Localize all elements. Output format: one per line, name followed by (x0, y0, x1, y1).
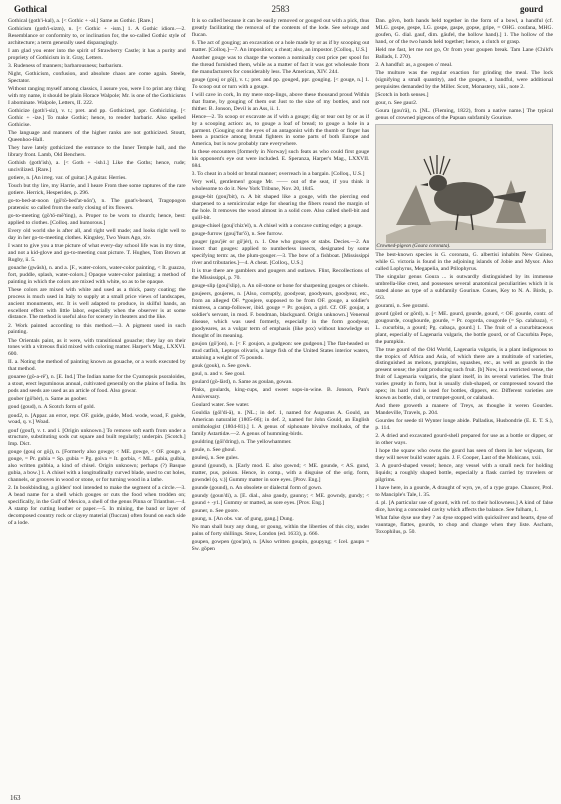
pigeon-drawing (376, 125, 552, 243)
entry-paragraph: gouf (gouf), v. t. and i. [Origin unknown.] To remove soft earth from under a structure, substituting sods cut square and built regularly; underpin. [Scotch.] Imp. Dict. (8, 427, 186, 448)
entry-paragraph: 2. In bookbinding, a gilders' tool intended to make the segment of a circle.—3. A bead name for a shell which gouges or cuts the food when trodden on; specifically, in the Gulf of Mexico, a shell of the genus Pinna or Trianthus.—4. A stamp for cutting leather or paper.—5. In mining, the band or layer of decomposed country rock or clayey material (fluccan) often found on each side of a lode. (8, 485, 186, 526)
entry-paragraph: Goura (gou'rä), n. [NL. (Fleming, 1822), from a native name.] The typical genus of crowned pigeons of the Papuan subfamily Gourinæ. (375, 108, 554, 121)
entry-paragraph: gourd (görd or gōrd), n. [< ME. gourd, gourde, gourd, < OF. gourde, contr. of gougourde, coughourde, gourde, = Pr. cogorda, cougorde (= Sp. calabaza), < L. cucurbita, a gourd; Pg. cabaça, gourd.] 1. The fruit of a cucurbitaceous plant, especially of Lagenaria vulgaris, the bottle gourd, or of Cucurbita Pepo, the pumpkin. (375, 310, 554, 345)
entry-paragraph: I hope the squaw who owns the gourd has seen of them in her wigwam, for they will never build water again. J. F. Cooper, Last of the Mohicans, xxii. (375, 448, 554, 461)
entry-paragraph: Another gouge was to charge the women a nominally cost price per spool for the thread furnished them, while as a matter of fact it was got wholesale from the manufacturers for considerably less. The American, XIV. 244. (191, 54, 370, 75)
entry-paragraph: These colors are mixed with white and used as a thick, pasty coating; the process is much used in Italy to supply at a small price views of landscapes, ancient monuments, etc. It is well adapted to produce, in skilful hands, an excellent effect with little labor, especially when the observer is at some distance. The method is useful also for scenery in theaters and the like. (8, 286, 186, 321)
entry-paragraph: gound (gound), n. [Early mod. E. also gownd; < ME. gounde, < AS. gund, matter, pus, poison. Hence, in comp., with a disguise of the orig. form, gowndel (q. v.)] Gummy matter in sore eyes. [Prov. Eng.] (191, 463, 370, 484)
entry-paragraph: The multure was the regular exaction for grinding the meal. The lock (signifying a small quantity), and the goupen, a handful, were additional perquisites demanded by the Miller. Scott, Monastery, xiii., note 2. (375, 69, 554, 90)
entry-paragraph: No man shall bury any dung, or goung, within the liberties of this city, under pains of forty shillings. Stow, London (ed. 1633), p. 666. (191, 524, 370, 538)
figure-caption: Crowned-pigeon (Goura coronata). (376, 242, 451, 249)
entry-paragraph: Gourdes for seede til Wynter longe abide. Palladius, Husbondrie (E. E. T. S.), p. 114. (375, 418, 554, 431)
entry-paragraph: gouner, n. See goore. (191, 508, 239, 515)
entry-paragraph: 2. A handful: as, a goupen o' meal. (375, 61, 453, 68)
entry-paragraph: [Scotch in both senses.] (375, 91, 429, 98)
entry-paragraph: It is so called because it can be easily removed or gouged out with a pick, thus greatly facilitating the removal of the contents of the lode. See selvage and flucan. (191, 18, 370, 38)
header-left-guideword: Gothical (14, 4, 47, 14)
column-2 (192, 18, 370, 798)
header-page-number: 2583 (271, 4, 290, 14)
entry-paragraph: I will cave in cork, In my mere stop-lings, above these thousand proud Within that frame, by gouging of them out Just to the size of my bottles, and not thither. B. Jonson, Devil is an Ass, ii. 1. (191, 91, 370, 112)
entry-paragraph: It is true there are gamblers and gougers and outlaws. Flint, Recollections of the Mississippi, p. 70. (191, 268, 370, 282)
entry-paragraph: Gothish (goth'ish), a. [< Goth + -ish1.] Like the Goths; hence, rude; uncivilized. [Rare.] (8, 159, 186, 173)
entry-paragraph: gounde (gound), n. An obsolete or dialectal form of gown. (191, 485, 323, 492)
entry-paragraph: Night, Gothicism, confusion, and absolute chaos are come again. Steele, Spectator. (8, 71, 186, 84)
entry-paragraph: The language and manners of the higher ranks are not gothicized. Stoutt, Queenhoo-Hall. (8, 129, 186, 143)
entry-paragraph: Hence—2. To scoop or excavate as if with a gouge; dig or tear out by or as if by a scooping action: as, to gouge a loaf of bread; to gouge a hole in a garment. (Gouging out the eyes of an antagonist with the thumb or finger has been a practice among brutal fighters in some parts of both Europe and America, but is now probably rare everywhere. (191, 113, 370, 148)
entry-paragraph: 3. To cheat in a bold or brutal manner; overreach in a bargain. [Colloq., U.S.] (191, 171, 365, 178)
entry-paragraph: gour, n. See gaur2. (375, 99, 418, 106)
entry-paragraph: goupen, gowpen (gou'pn), n. [Also written goupin, goupyng; < Icel. gaupn = Sw. göpen (191, 539, 370, 553)
entry-paragraph: And there groweth a manere of Treys, as thoughe it weren Gourdes. Mandeville, Travels, p. 204. (375, 403, 554, 416)
entry-paragraph: The singular genus Goura ... is outwardly distinguished by its immense umbrella-like crest, and possesses several anatomical peculiarities which it is stated alone as type of a subfamily Gourinæ. Coues, Key to N. A. Birds, p. 563. (375, 274, 554, 301)
entry-paragraph: In these encounters [formerly in Norway] such feats as who could first gouge his opponent's eye out were included. E. Speranza, Harper's Mag., LXXVII. 684. (191, 149, 370, 170)
entry-paragraph: Pinks, goulards, king-cups, and sweet sops-in-wine. B. Jonson, Pan's Anniversary. (191, 387, 370, 400)
entry-paragraph: go-to-meeting (gö'tö-mē'ting), a. Proper to be worn to church; hence, best: applied to clothes. [Colloq. and humorous.] (8, 213, 186, 226)
entry-paragraph: goulesj, n. See gules. (191, 455, 239, 462)
signature-number: 163 (10, 794, 21, 802)
header-right-guideword: gourd (519, 4, 543, 14)
crowned-pigeon-illustration (375, 124, 553, 250)
entry-paragraph: gouger (gou'jėr or gö'jėr), n. 1. One who gouges or stabs. Decies.—2. An insect that gouges: applied to numberless insects, designated by some specifying term: as, the plum-gouger.—3. The bow of a fishboat. [Mississippi river and tributaries.]—4. A cheat. [Colloq., U.S.] (191, 239, 370, 267)
entry-paragraph: goud (goud), n. A Scotch form of gold. (8, 404, 96, 411)
entry-paragraph: 6. The act of gouging; an excavation or a hole made by or as if by scooping out matter. [Colloq.]—7. An imposition; a cheat; also, an impostor. [Colloq., U.S.] (191, 39, 370, 53)
entry-paragraph: gouge-slip (gouj'slip), n. An oil-stone or hone for sharpening gouges or chisels. (191, 283, 369, 290)
entry-paragraph: Very well, gentlemen! gouge Mr. —— out of the seat, if you think it wholesome to do it. New York Tribune, Nov. 20, 1845. (191, 179, 370, 193)
entry-paragraph: gourami, n. See gorami. (375, 302, 430, 309)
entry-paragraph: gouaree (gö-a-rē'), n. [E. Ind.] The Indian name for the Cyamopsis psoraloides, a stout, erect leguminous annual, cultivated generally on the plains of India. Its pods and seeds are used as an article of food. Also gowar. (8, 374, 186, 395)
entry-paragraph: Every old world she is after all, and right well made; and looks right well to day in her go-to-meeting clothes. Kingsley, Two Years Ago, xiv. (8, 228, 186, 241)
entry-paragraph: gouache (gwäsh), n. and a. [F., water-colors, water-color painting, < It. guazzo, fort, puddle, splash, water-colors.] Opaque water-color painting; a method of painting in which the colors are mixed with white, so as to be opaque. (8, 264, 186, 285)
entry-paragraph: Gothical (goth'i-kal), a. [< Gothic + -al.] Same as Gothic. [Rare.] (8, 18, 154, 24)
entry-paragraph: gouge-furrow (gouj'fur'ō), n. See furrow. (191, 231, 283, 238)
entry-paragraph: goule, n. See ghoul. (191, 447, 237, 454)
entry-paragraph: goulard (gö-lärd), n. Same as goulan, gowan. (191, 378, 293, 385)
entry-paragraph: goujon (gö'jon), n. [< F. goujon, a gudgeon: see gudgeon.] The flat-headed or mud catfish, Leptops olivaris, a large fish of the United States interior waters, attaining a weight of 75 pounds. (191, 340, 370, 361)
entry-paragraph: I am glad you enter into the spirit of Strawberry Castle; it has a purity and propriety of Gothicism in it. Gray, Letters. (8, 48, 186, 61)
entry-paragraph: The Orientals paint, as it were, with transitional gouache; they lay on their tones with a vitreous fluid mixed with coloring matter. Harper's Mag., LXXVI. 600. (8, 337, 186, 358)
entry-paragraph: goul, n. and v. See goul. (191, 370, 246, 377)
entry-paragraph: II. a. Noting the method of painting known as gouache, or a work executed by that method. (8, 359, 186, 373)
entry-paragraph: I want to give you a true picture of what every-day school life was in my time, and not a kid-glove and go-to-meeting coat picture. T. Hughes, Tom Brown at Rugby, ii. 5. (8, 243, 186, 263)
column-3 (375, 18, 553, 798)
entry-paragraph: I have here, in a gourde, A draught of wyn, ye, of a rype grape. Chaucer, Prol. to Manciple's Tale, l. 35. (375, 484, 554, 498)
entry-paragraph: gouber (gö'bėr), n. Same as goober. (8, 396, 88, 403)
entry-paragraph: goujeers, goujeres, n. [Also, corruptly, goodyear, goodyears, goodyear, etc., from an alleged OF. *goujere, supposed to be from OF. gouge, a soldier's mistress, a camp-follower, ibid. gouge = Pr. goujon, a girl. Cf. OF. goujat, a soldier's servant, in mod. F. bondman, blackguard. Origin unknown.] Venereal disease, which was used formerly, especially in the form goodyear, goodyeares, as a vulgar term of emphasis (like pox) without knowledge or thought of its meaning. (191, 291, 370, 339)
running-header (8, 4, 553, 16)
entry-paragraph: go-to-bed-at-noon (gö'tö-bed'at-nön'), n. The goat's-beard, Tragopogon pratensis: so called from the early closing of its flowers. (8, 198, 186, 211)
entry-paragraph: Touch but thy lire, my Harrie, and I heare From thee some raptures of the rare gotiere. Herrick, Hesperides, p. 296. (8, 183, 186, 196)
entry-paragraph: 3. A gourd-shaped vessel; hence, any vessel with a small neck for holding liquids; a roughly shaped bottle, especially a flask carried by travelers or pilgrims. (375, 463, 554, 483)
entry-paragraph: gouge (gouj or göj), n. [Formerly also gowge; < ME. gowge, < OF. gouge, a gouge, = Pr. gubia = Sp. gubia = Pg. goiva = It. gorbia, < ML. gubia, gulbia, also written gubbia, a kind of chisel. Origin unknown; perhaps (?) Basque gubia, a bow.] 1. A chisel with a longitudinally curved blade, used to cut holes, channels, or grooves in wood or stone, or for turning wood in a lathe. (8, 449, 186, 484)
entry-paragraph: They have lately gothicized the entrance to the Inner Temple hall, and the library front. Lamb, Old Benchers. (8, 144, 186, 158)
entry-paragraph: gouge-bit (gouj'bit), n. A bit shaped like a gouge, with the piercing end sharpened to a semicircular edge for shearing the fibers round the margin of the hole. It removes the wood almost in a solid core. Also called shell-bit and quill-bit. (191, 194, 370, 222)
entry-paragraph: What false dyse use they ? as dyse stopped with quicksilver and hearts, dyse of vauntage, flattes, gourds, to chop and change when they liste. Ascham, Toxophilus, p. 50. (375, 514, 554, 535)
entry-paragraph: The best-known species is G. coronata, G. albertisi inhabits New Guinea, while G. victoria is found in the adjoining islands of Jobie and Mysor. Also called Lophyrus, Megapelia, and Ptilophyrus. (375, 252, 554, 272)
entry-paragraph: The true gourd of the Old World, Lagenaria vulgaris, is a plant indigenous to the tropics of Africa and Asia, of which there are a multitude of varieties, distinguished as melons, pumpkins, squashes, etc., as well as gourds in the present sense; the plant producing such fruit. [b] Now, in a restricted sense, the fruit of Lagenaria vulgaris, the plant itself, in its several varieties. The fruit varies greatly in form, but is usually club-shaped, or compressed toward the apex; its hard rind is used for bottles, dippers, etc. Different varieties are known as bottle, club, or trumpet-gourd, or calabash. (375, 346, 554, 401)
entry-paragraph: gouge-chisel (gouj'chiz'el), n. A chisel with a concave cutting edge; a gouge. (191, 223, 363, 230)
entry-paragraph: 3. Rudeness of manners; barbarousness; barbarism. (8, 63, 123, 69)
column-1 (8, 18, 186, 798)
entry-paragraph: gouge (gouj or göj), v. t.; pret. and pp. gouged, ppr. gouging. [< gouge, n.] 1. To scoop out or turn with a gouge. (191, 76, 370, 90)
entry-paragraph: goung, n. [An obs. var. of gung, gang.] Dung. (191, 516, 294, 523)
entry-paragraph: Gothicize (goth'i-siz), v. t.; pret. and pp. Gothicized, ppr. Gothicizing. [< Gothic + -ize.] To make Gothic; hence, to render barbaric. Also spelled Gothicise. (8, 108, 186, 128)
entry-paragraph: gouk (gouk), n. See gowk. (191, 362, 251, 369)
entry-paragraph: Gothicism (goth'i-sizm), n. [< Gothic + -ism.] 1. A Gothic idiom.—2. Resemblance or conformity to, or inclination for, the so-called Gothic style of architecture; a term generally used disparagingly. (8, 26, 186, 46)
entry-paragraph: Goulard water. See water. (191, 402, 250, 409)
entry-paragraph: goud2, n. [Appar. an error, repr. OF. guide, guide, Mod. wode, woad, F. guède, woad, q. v.] Woad. (8, 412, 186, 426)
entry-paragraph: 2. A dried and excavated gourd-shell prepared for use as a bottle or dipper, or in other ways. (375, 433, 554, 446)
entry-paragraph: Dan. gövn, both hands held together in the form of a bowl, a handful (cf. MLG. gospe, gespe, LG. gospe, gaspe, gopse, gripe, = OHG. coufana, MHG. goufen, G. dial. gauf, dim. gäufel, the hollow hand).] 1. The hollow of the hand, or of the two hands held together; hence, a clutch or grasp. (375, 18, 554, 45)
entry-paragraph: goundy (goun'di), a. [E. dial., also gaudy, gaunny; < ME. gowndy, gundy; < gound + -y1.] Gummy or matted, as sore eyes. [Prov. Eng.] (191, 493, 370, 507)
entry-paragraph: 4. pl. [A particular use of gourd, with ref. to their hollowness.] A kind of false dice, having a concealed cavity which affects the balance. See fulham, 1. (375, 499, 554, 513)
entry-paragraph: gouldring (göl'dring), n. The yellowhammer. (191, 438, 292, 445)
text-columns (8, 18, 553, 798)
entry-paragraph: 2. Work painted according to this method.—3. A pigment used in such painting. (8, 322, 186, 336)
entry-paragraph: Without ranging myself among classics, I assure you, were I to print any thing with my name, it should be plain Horace Walpole; Mr. is one of the Gothicisms I abominate. Walpole, Letters, II. 222. (8, 86, 186, 106)
entry-paragraph: Held me fast, let me not go, Or from your goupen break. Tam Lane (Child's Ballads, I. 270). (375, 46, 554, 60)
entry-paragraph: gotiere, n. [An irreg. var. of guitar.] A guitar. Herries. (8, 174, 127, 181)
entry-paragraph: Gouldia (göl'di-ä), n. [NL.; in def. 1, named for Augustus A. Gould, an American naturalist (1805-66); in def. 2, named for John Gould, an English ornithologist (1804-81).] 1. A genus of siphonate bivalve mollusks, of the family Astartidæ.—2. A genus of humming-birds. (191, 410, 370, 437)
